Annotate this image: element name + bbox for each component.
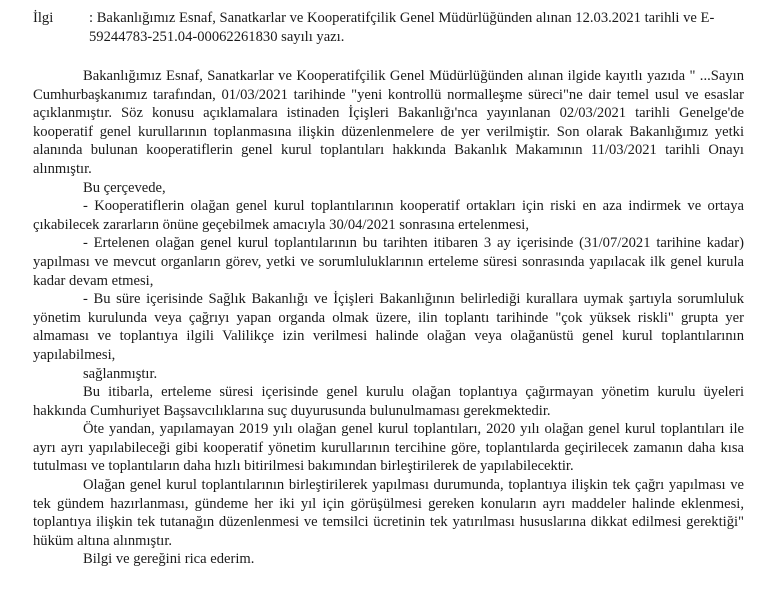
letter-body xyxy=(33,67,744,569)
paragraph-bu-cercevede: Bu çerçevede, xyxy=(83,179,166,196)
bullet-item-3: - Bu süre içerisinde Sağlık Bakanlığı ve İçişleri Bakanlığının belirlediği kurallara uymak şartıyla sorumluluk yönetim kurulunda veya çağrıyı yapan organda olmak üzere, ilin toplantı tarihinde "çok yüksek riskli" grupta yer almaması ve toplantıya ilgili Valilikçe izin verilmesi halinde olağan veya olağanüstü genel kurul toplantılarının yapılabilmesi, xyxy=(33,291,744,363)
paragraph-saglanmistir: sağlanmıştır. xyxy=(83,365,158,382)
reference-label: İlgi xyxy=(33,10,54,26)
paragraph-ote-yandan: Öte yandan, yapılamayan 2019 yılı olağan genel kurul toplantıları, 2020 yılı olağan genel kurul toplantıları ile ayrı ayrı yapılabileceği gibi kooperatif yönetim kurullarının tercihine göre, toplantılarda geçirilecek zamanın daha kısa tutulması ve toplantıların daha hızlı bitirilmesi bakımından birleştirilerek de yapılabilecektir. xyxy=(33,421,744,475)
paragraph-birlestirme: Olağan genel kurul toplantılarının birleştirilerek yapılması durumunda, toplantıya ilişkin tek çağrı yapılması ve tek gündem hazırlanması, gündeme her iki yıl için görüşülmesi gereken konuların ayrı maddeler halinde eklenmesi, toplantıya ilişkin tek tutanağın düzenlenmesi ve temsilci ücretinin tek yatırılması hususlarına dikkat edilmesi gerektiği" hüküm altına alınmıştır. xyxy=(33,477,744,549)
paragraph-closing: Bilgi ve gereğini rica ederim. xyxy=(83,551,255,568)
reference-text: : Bakanlığımız Esnaf, Sanatkarlar ve Kooperatifçilik Genel Müdürlüğünden alınan 12.03.2021 tarihli ve E-59244783-251.04-00062261830 sayılı yazı. xyxy=(89,10,715,45)
paragraph-intro: Bakanlığımız Esnaf, Sanatkarlar ve Kooperatifçilik Genel Müdürlüğünden alınan ilgide kayıtlı yazıda " ...Sayın Cumhurbaşkanımız tarafından, 01/03/2021 tarihinde "yeni kontrollü normalleşme süreci"ne dair temel usul ve esaslar açıklanmıştır. Söz konusu açıklamalara istinaden İçişleri Bakanlığı'nca yayınlanan 02/03/2021 tarihli Genelge'de kooperatif genel kurullarının toplanmasına ilişkin düzenlenmelere de yer verilmiştir. Son olarak Bakanlığımız yetki alanında bulunan kooperatiflerin genel kurul toplantıları hakkında Bakanlık Makamının 11/03/2021 tarihli Onayı alınmıştır. xyxy=(33,68,744,177)
paragraph-itibarla: Bu itibarla, erteleme süresi içerisinde genel kurulu olağan toplantıya çağırmayan yönetim kurulu üyeleri hakkında Cumhuriyet Başsavcılıklarına suç duyurusunda bulunulmaması gerekmektedir. xyxy=(33,384,744,419)
bullet-item-1: - Kooperatiflerin olağan genel kurul toplantılarının kooperatif ortakları için riski en aza indirmek ve ortaya çıkabilecek zararların önüne geçebilmek amacıyla 30/04/2021 sonrasına ertelenmesi, xyxy=(33,198,744,233)
bullet-item-2: - Ertelenen olağan genel kurul toplantılarının bu tarihten itibaren 3 ay içerisinde (31/07/2021 tarihine kadar) yapılması ve mevcut organların görev, yetki ve sorumluluklarının erteleme süresi sonrasında yapılacak ilk genel kurula kadar devam etmesi, xyxy=(33,235,744,289)
